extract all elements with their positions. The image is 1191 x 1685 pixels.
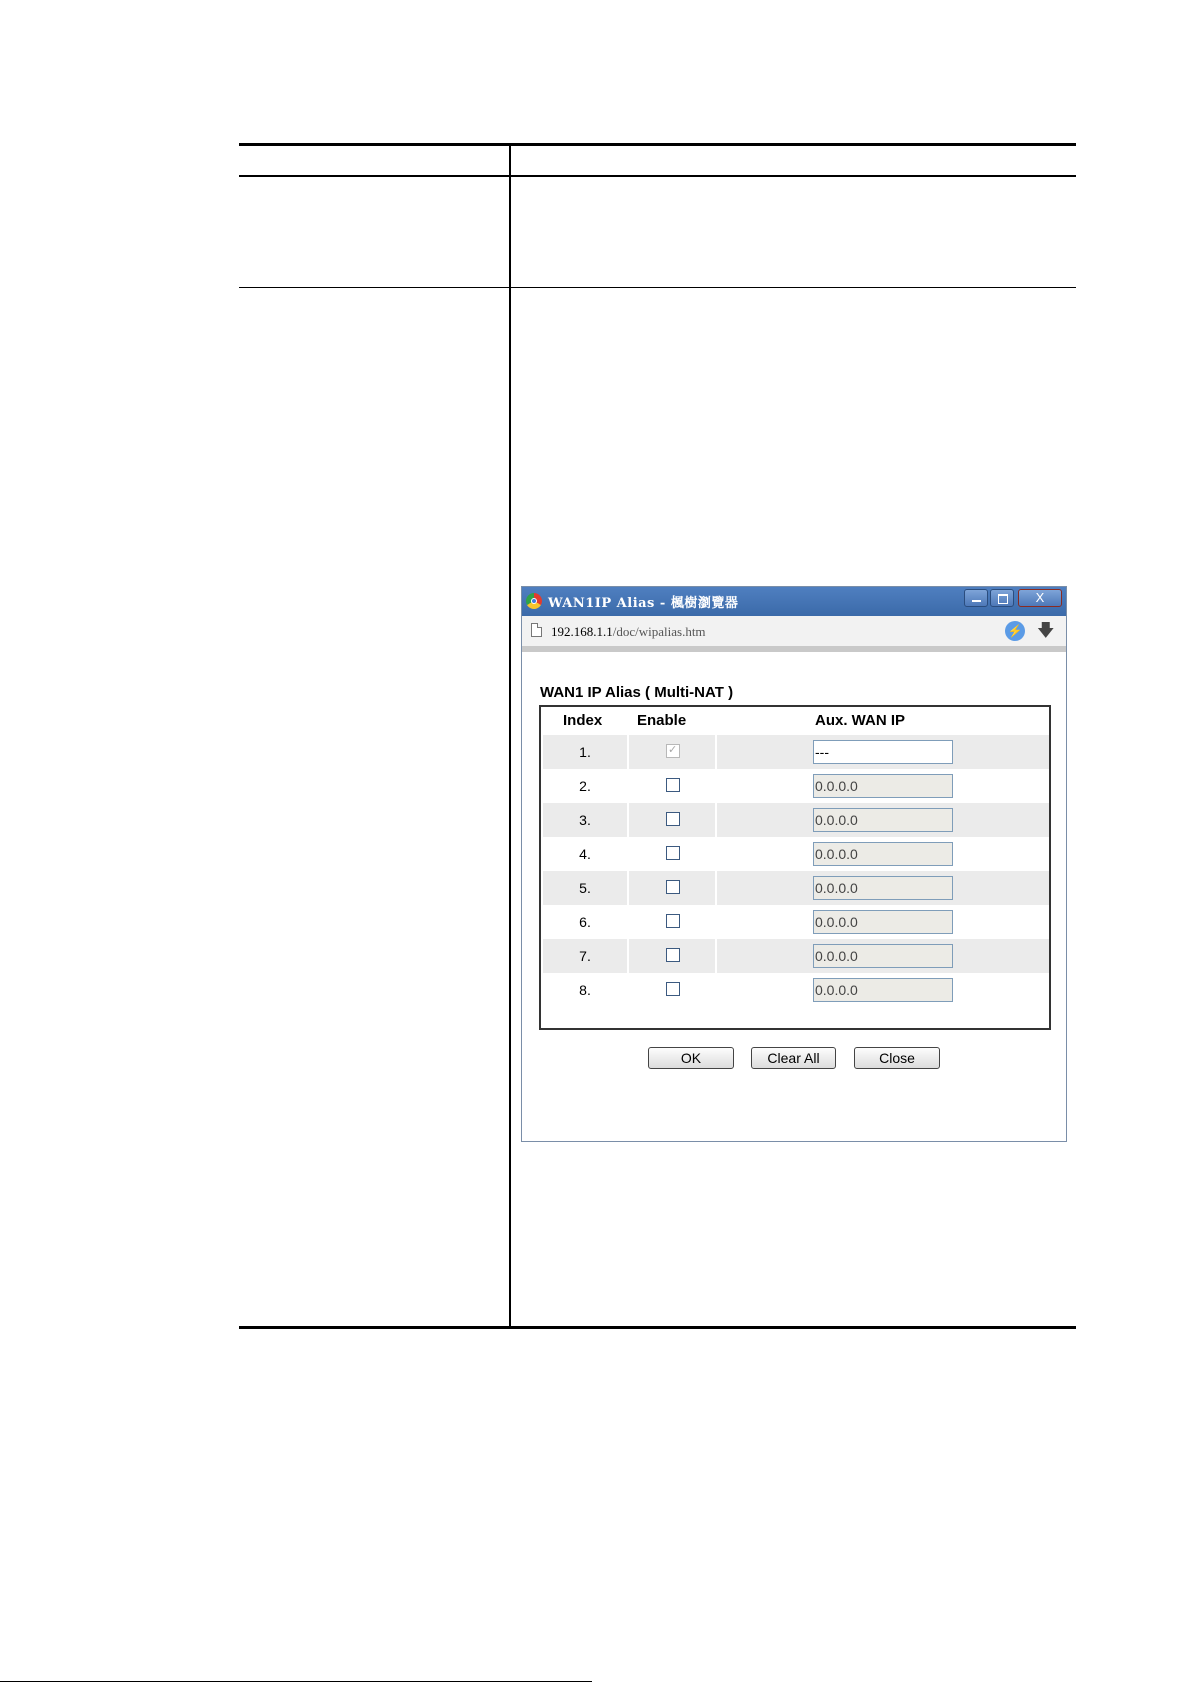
enable-checkbox[interactable] xyxy=(666,948,680,962)
header-aux-wan-ip: Aux. WAN IP xyxy=(815,712,906,729)
enable-checkbox[interactable] xyxy=(666,846,680,860)
aux-wan-ip-input[interactable] xyxy=(813,842,953,866)
page-title: WAN1 IP Alias ( Multi-NAT ) xyxy=(540,684,734,701)
aux-wan-ip-input[interactable] xyxy=(813,876,953,900)
close-button[interactable]: Close xyxy=(854,1047,940,1069)
download-arrow-icon[interactable]: 🡇 xyxy=(1037,621,1055,640)
minimize-button[interactable] xyxy=(964,589,988,607)
aux-wan-ip-input[interactable] xyxy=(813,774,953,798)
row-index: 2. xyxy=(579,778,591,794)
aux-wan-ip-input[interactable] xyxy=(813,978,953,1002)
enable-checkbox[interactable] xyxy=(666,778,680,792)
url-host: 192.168.1.1 xyxy=(551,624,613,639)
lightning-icon[interactable]: ⚡ xyxy=(1005,621,1025,641)
url-path: /doc/wipalias.htm xyxy=(612,624,706,639)
aux-wan-ip-input[interactable] xyxy=(813,910,953,934)
aux-wan-ip-input[interactable] xyxy=(813,808,953,832)
table-column-divider xyxy=(509,145,511,1328)
row-index: 8. xyxy=(579,982,591,998)
window-title: WAN1IP Alias - 楓樹瀏覽器 xyxy=(548,596,739,611)
table-bottom-rule xyxy=(239,1326,1076,1329)
table-row xyxy=(543,735,1049,769)
row-index: 6. xyxy=(579,914,591,930)
header-index: Index xyxy=(563,712,603,729)
window-titlebar[interactable] xyxy=(522,587,1066,616)
table-row xyxy=(543,905,1049,939)
enable-checkbox[interactable] xyxy=(666,982,680,996)
table-row xyxy=(543,837,1049,871)
table-header-rule xyxy=(239,175,1076,177)
browser-app-icon xyxy=(526,593,542,609)
table-row xyxy=(543,939,1049,973)
maximize-button[interactable] xyxy=(990,589,1014,607)
row-index: 4. xyxy=(579,846,591,862)
close-window-button[interactable] xyxy=(1018,589,1062,607)
ok-button[interactable]: OK xyxy=(648,1047,734,1069)
footnote-rule xyxy=(0,1681,592,1682)
aux-wan-ip-input[interactable] xyxy=(813,740,953,764)
enable-checkbox[interactable] xyxy=(666,914,680,928)
row-index: 5. xyxy=(579,880,591,896)
table-top-rule xyxy=(239,143,1076,146)
aux-wan-ip-input[interactable] xyxy=(813,944,953,968)
row-index: 3. xyxy=(579,812,591,828)
url-text[interactable] xyxy=(551,624,706,640)
address-bar[interactable] xyxy=(522,616,1066,652)
enable-checkbox[interactable] xyxy=(666,880,680,894)
row-index: 7. xyxy=(579,948,591,964)
table-row xyxy=(543,871,1049,905)
alias-table xyxy=(539,705,1051,1030)
browser-popup-window xyxy=(521,586,1067,1142)
page-icon xyxy=(531,623,542,637)
table-row-divider xyxy=(239,287,1076,288)
table-row xyxy=(543,769,1049,803)
table-row xyxy=(543,973,1049,1007)
enable-checkbox[interactable] xyxy=(666,812,680,826)
close-icon: X xyxy=(1035,590,1045,605)
header-enable: Enable xyxy=(637,712,687,729)
table-row xyxy=(543,803,1049,837)
enable-checkbox[interactable] xyxy=(666,744,680,758)
clear-all-button[interactable]: Clear All xyxy=(751,1047,836,1069)
row-index: 1. xyxy=(579,744,591,760)
